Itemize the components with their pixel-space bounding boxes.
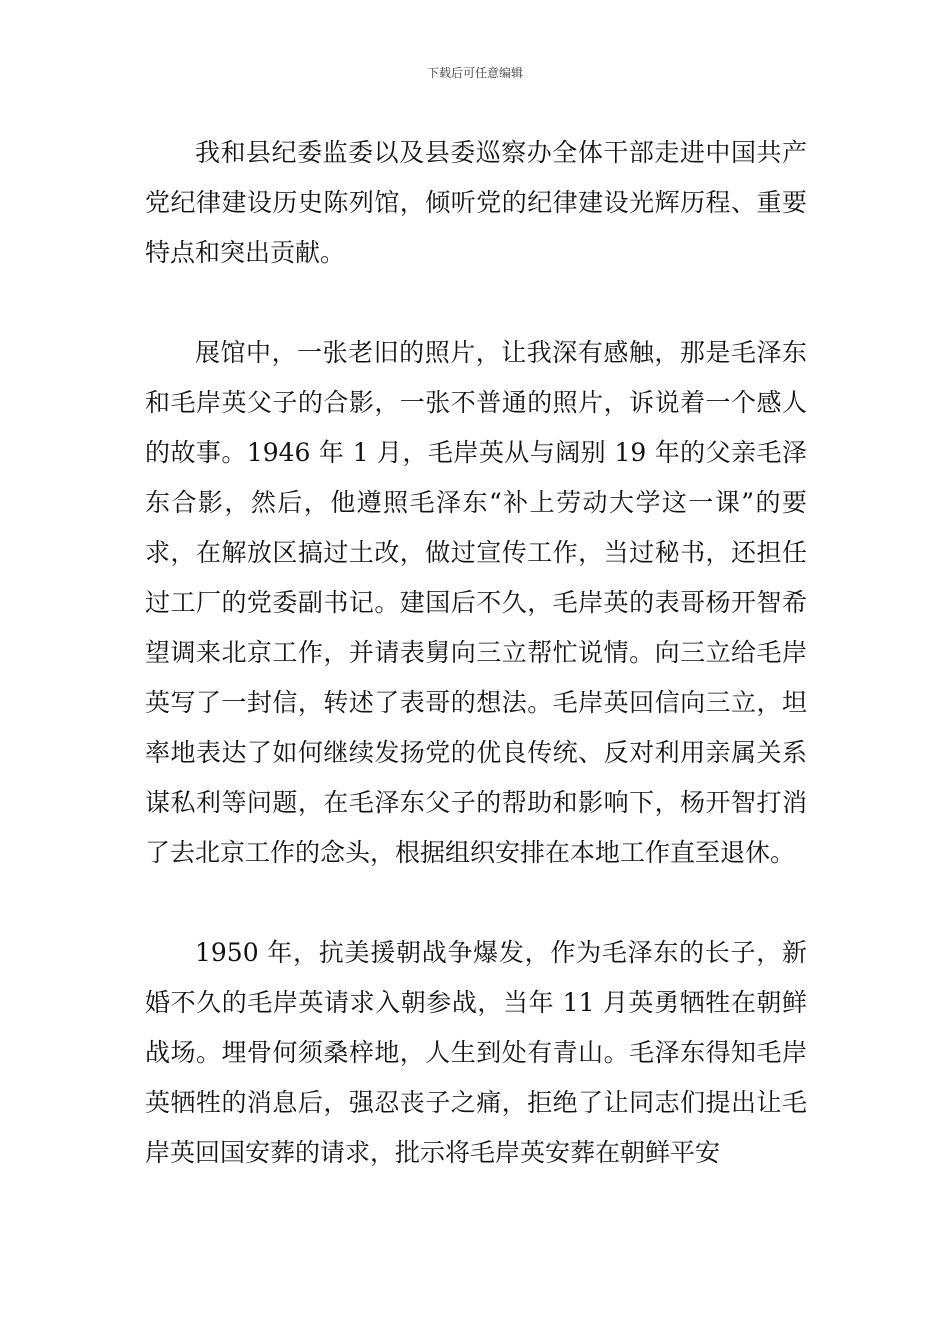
- paragraph-3: 1950 年，抗美援朝战争爆发，作为毛泽东的长子，新婚不久的毛岸英请求入朝参战，当年 11 月英勇牺牲在朝鲜战场。埋骨何须桑梓地，人生到处有青山。毛泽东得知毛岸英牺牲的消息后，强忍丧子之痛，拒绝了让同志们提出让毛岸英回国安葬的请求，批示将毛岸英安葬在朝鲜平安: [145, 938, 807, 1167]
- page-header: 下载后可任意编辑: [426, 66, 523, 80]
- document-body: [145, 128, 807, 1178]
- paragraph-1: 我和县纪委监委以及县委巡察办全体干部走进中国共产党纪律建设历史陈列馆，倾听党的纪律建设光辉历程、重要特点和突出贡献。: [145, 138, 807, 267]
- paragraph-2: 展馆中，一张老旧的照片，让我深有感触，那是毛泽东和毛岸英父子的合影，一张不普通的照片，诉说着一个感人的故事。1946 年 1 月，毛岸英从与阔别 19 年的父亲毛泽东合影，然后，他遵照毛泽东“补上劳动大学这一课”的要求，在解放区搞过土改，做过宣传工作，当过秘书，还担任过工厂的党委副书记。建国后不久，毛岸英的表哥杨开智希望调来北京工作，并请表舅向三立帮忙说情。向三立给毛岸英写了一封信，转述了表哥的想法。毛岸英回信向三立，坦率地表达了如何继续发扬党的优良传统、反对利用亲属关系谋私利等问题，在毛泽东父子的帮助和影响下，杨开智打消了去北京工作的念头，根据组织安排在本地工作直至退休。: [145, 338, 807, 867]
